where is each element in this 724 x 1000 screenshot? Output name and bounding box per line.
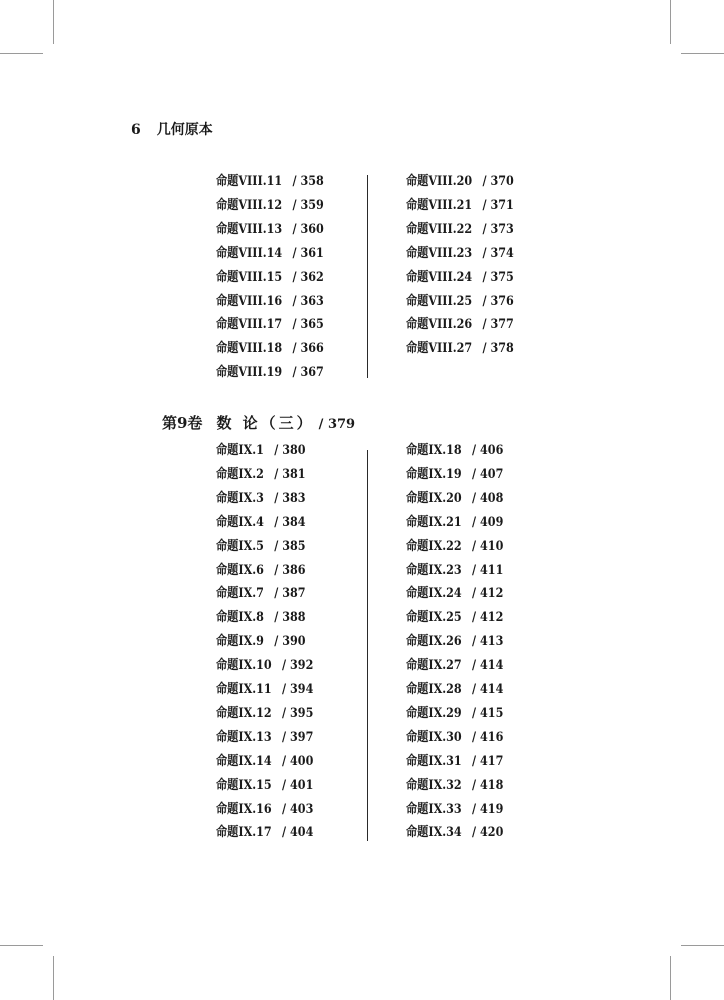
toc-entry[interactable] xyxy=(216,610,306,626)
page-reference: / 406 xyxy=(472,443,504,458)
page-reference: / 411 xyxy=(472,562,504,578)
page-reference: / 359 xyxy=(292,197,324,213)
proposition-label: 命题VIII.14 xyxy=(216,245,283,261)
proposition-label: 命题IX.28 xyxy=(406,682,462,697)
page-reference: / 412 xyxy=(472,586,504,602)
crop-mark-bottom-right-vertical xyxy=(670,956,671,1000)
page-reference: / 415 xyxy=(472,705,504,721)
proposition-label: 命题IX.25 xyxy=(406,610,462,626)
proposition-label: 命题IX.3 xyxy=(216,490,264,506)
page-reference: / 371 xyxy=(482,197,514,213)
proposition-label: 命题VIII.16 xyxy=(216,293,283,309)
proposition-label: 命题IX.21 xyxy=(406,514,462,530)
toc-entry[interactable] xyxy=(406,682,503,698)
toc-entry[interactable] xyxy=(406,706,503,722)
proposition-label: 命题IX.16 xyxy=(216,801,272,817)
toc-entry[interactable] xyxy=(406,198,514,214)
book-title: 几何原本 xyxy=(156,122,213,138)
page-reference: / 381 xyxy=(274,466,306,482)
proposition-label: 命题VIII.19 xyxy=(216,365,283,381)
proposition-label: 命题IX.1 xyxy=(216,443,264,458)
toc-entry[interactable] xyxy=(216,682,313,698)
toc-entry[interactable] xyxy=(406,270,514,286)
page-reference: / 418 xyxy=(472,777,504,793)
proposition-label: 命题IX.6 xyxy=(216,562,264,578)
page-reference: / 358 xyxy=(292,174,324,189)
proposition-label: 命题IX.30 xyxy=(406,729,462,745)
toc-entry[interactable] xyxy=(216,825,313,841)
toc-entry[interactable] xyxy=(406,294,514,310)
proposition-label: 命题IX.22 xyxy=(406,538,462,554)
proposition-label: 命题VIII.23 xyxy=(406,245,473,261)
proposition-label: 命题IX.31 xyxy=(406,753,462,769)
page-reference: / 403 xyxy=(282,801,314,817)
toc-entry[interactable] xyxy=(406,730,503,746)
proposition-label: 命题IX.33 xyxy=(406,801,462,817)
crop-mark-top-right-vertical xyxy=(670,0,671,44)
proposition-label: 命题IX.23 xyxy=(406,562,462,578)
page-reference: / 407 xyxy=(472,466,504,482)
proposition-label: 命题VIII.17 xyxy=(216,317,283,333)
crop-mark-bottom-left-vertical xyxy=(53,956,54,1000)
toc-entry[interactable] xyxy=(216,802,313,818)
page-reference: / 397 xyxy=(282,729,314,745)
toc-entry[interactable] xyxy=(406,246,514,262)
page-reference: / 366 xyxy=(292,341,324,357)
page-reference: / 370 xyxy=(482,174,514,189)
toc-entry[interactable] xyxy=(406,222,514,238)
toc-entry[interactable] xyxy=(216,222,324,238)
proposition-label: 命题IX.26 xyxy=(406,634,462,650)
proposition-label: 命题IX.5 xyxy=(216,538,264,554)
volume-title: 数 论（三） xyxy=(216,414,315,432)
proposition-label: 命题IX.8 xyxy=(216,610,264,626)
toc-entry[interactable] xyxy=(406,825,503,841)
toc-entry[interactable] xyxy=(216,443,306,459)
page-reference: / 412 xyxy=(472,610,504,626)
toc-entry[interactable] xyxy=(216,754,313,770)
page-reference: / 417 xyxy=(472,753,504,769)
toc-entry[interactable] xyxy=(216,294,324,310)
page-reference: / 404 xyxy=(282,825,314,841)
proposition-label: 命题VIII.13 xyxy=(216,221,283,237)
page-reference: / 386 xyxy=(274,562,306,578)
toc-entry[interactable] xyxy=(216,706,313,722)
proposition-label: 命题VIII.21 xyxy=(406,197,473,213)
page-reference: / 378 xyxy=(482,341,514,357)
proposition-label: 命题IX.2 xyxy=(216,466,264,482)
page-reference: / 367 xyxy=(292,365,324,381)
toc-entry[interactable] xyxy=(216,515,306,531)
toc-entry[interactable] xyxy=(216,198,324,214)
proposition-label: 命题IX.34 xyxy=(406,825,462,841)
toc-entry[interactable] xyxy=(216,563,306,579)
page-reference: / 401 xyxy=(282,777,314,793)
page-reference: / 383 xyxy=(274,490,306,506)
proposition-label: 命题IX.19 xyxy=(406,466,462,482)
column-divider-ix xyxy=(367,450,368,841)
proposition-label: 命题VIII.20 xyxy=(406,174,473,189)
page-reference: / 420 xyxy=(472,825,504,841)
proposition-label: 命题IX.10 xyxy=(216,658,272,674)
proposition-label: 命题IX.14 xyxy=(216,753,272,769)
page-reference: / 413 xyxy=(472,634,504,650)
toc-entry[interactable] xyxy=(216,365,324,381)
volume-page: / 379 xyxy=(318,417,356,432)
running-head xyxy=(131,119,213,139)
page-reference: / 385 xyxy=(274,538,306,554)
page-reference: / 416 xyxy=(472,729,504,745)
proposition-label: 命题IX.27 xyxy=(406,658,462,674)
page-reference: / 360 xyxy=(292,221,324,237)
proposition-label: 命题VIII.24 xyxy=(406,269,473,285)
page-reference: / 365 xyxy=(292,317,324,333)
proposition-label: 命题VIII.25 xyxy=(406,293,473,309)
page-reference: / 409 xyxy=(472,514,504,530)
page-reference: / 361 xyxy=(292,245,324,261)
toc-entry[interactable] xyxy=(216,491,306,507)
toc-entry[interactable] xyxy=(406,586,503,602)
toc-entry[interactable] xyxy=(216,634,306,650)
page-reference: / 414 xyxy=(472,682,504,697)
toc-entry[interactable] xyxy=(216,467,306,483)
proposition-label: 命题VIII.22 xyxy=(406,221,473,237)
page-reference: / 374 xyxy=(482,245,514,261)
toc-entry[interactable] xyxy=(406,341,514,357)
page-reference: / 400 xyxy=(282,753,314,769)
toc-entry[interactable] xyxy=(406,317,514,333)
proposition-label: 命题VIII.15 xyxy=(216,269,283,285)
crop-mark-top-left-horizontal xyxy=(0,53,43,54)
toc-entry[interactable] xyxy=(406,443,503,459)
proposition-label: 命题IX.20 xyxy=(406,490,462,506)
page-reference: / 410 xyxy=(472,538,504,554)
page-reference: / 419 xyxy=(472,801,504,817)
page-reference: / 394 xyxy=(282,682,314,697)
page-reference: / 376 xyxy=(482,293,514,309)
volume-number: 第9卷 xyxy=(162,414,203,432)
page-reference: / 388 xyxy=(274,610,306,626)
toc-entry[interactable] xyxy=(406,634,503,650)
page-reference: / 408 xyxy=(472,490,504,506)
toc-entry[interactable] xyxy=(406,778,503,794)
page-reference: / 392 xyxy=(282,658,314,674)
proposition-label: 命题IX.24 xyxy=(406,586,462,602)
page-reference: / 380 xyxy=(274,443,306,458)
toc-entry[interactable] xyxy=(216,341,324,357)
crop-mark-top-left-vertical xyxy=(53,0,54,44)
page-reference: / 387 xyxy=(274,586,306,602)
proposition-label: 命题IX.7 xyxy=(216,586,264,602)
page-reference: / 395 xyxy=(282,705,314,721)
toc-entry[interactable] xyxy=(406,515,503,531)
page-reference: / 384 xyxy=(274,514,306,530)
toc-entry[interactable] xyxy=(216,317,324,333)
toc-entry[interactable] xyxy=(406,491,503,507)
page-reference: / 373 xyxy=(482,221,514,237)
toc-entry[interactable] xyxy=(406,658,503,674)
toc-entry[interactable] xyxy=(216,270,324,286)
page-number: 6 xyxy=(131,122,141,138)
crop-mark-top-right-horizontal xyxy=(681,53,724,54)
proposition-label: 命题IX.4 xyxy=(216,514,264,530)
toc-entry[interactable] xyxy=(406,754,503,770)
toc-entry[interactable] xyxy=(406,610,503,626)
proposition-label: 命题IX.17 xyxy=(216,825,272,841)
toc-entry[interactable] xyxy=(406,563,503,579)
column-divider-viii xyxy=(367,175,368,378)
proposition-label: 命题IX.13 xyxy=(216,729,272,745)
proposition-label: 命题VIII.11 xyxy=(216,174,283,189)
toc-entry[interactable] xyxy=(216,658,313,674)
proposition-label: 命题VIII.27 xyxy=(406,341,473,357)
proposition-label: 命题IX.18 xyxy=(406,443,462,458)
toc-entry[interactable] xyxy=(216,246,324,262)
crop-mark-bottom-right-horizontal xyxy=(681,945,724,946)
toc-entry[interactable] xyxy=(216,730,313,746)
proposition-label: 命题VIII.18 xyxy=(216,341,283,357)
page-reference: / 390 xyxy=(274,634,306,650)
volume-heading xyxy=(162,412,355,433)
proposition-label: 命题IX.11 xyxy=(216,682,272,697)
toc-entry[interactable] xyxy=(216,778,313,794)
toc-entry[interactable] xyxy=(216,174,324,190)
proposition-label: 命题VIII.26 xyxy=(406,317,473,333)
crop-mark-bottom-left-horizontal xyxy=(0,945,43,946)
toc-entry[interactable] xyxy=(406,802,503,818)
toc-entry[interactable] xyxy=(406,174,514,190)
toc-entry[interactable] xyxy=(216,586,306,602)
page-reference: / 362 xyxy=(292,269,324,285)
page-reference: / 414 xyxy=(472,658,504,674)
toc-entry[interactable] xyxy=(216,539,306,555)
toc-entry[interactable] xyxy=(406,539,503,555)
toc-entry[interactable] xyxy=(406,467,503,483)
page-reference: / 377 xyxy=(482,317,514,333)
proposition-label: 命题IX.32 xyxy=(406,777,462,793)
proposition-label: 命题IX.12 xyxy=(216,705,272,721)
proposition-label: 命题IX.29 xyxy=(406,705,462,721)
page-reference: / 363 xyxy=(292,293,324,309)
proposition-label: 命题VIII.12 xyxy=(216,197,283,213)
proposition-label: 命题IX.9 xyxy=(216,634,264,650)
proposition-label: 命题IX.15 xyxy=(216,777,272,793)
page-reference: / 375 xyxy=(482,269,514,285)
